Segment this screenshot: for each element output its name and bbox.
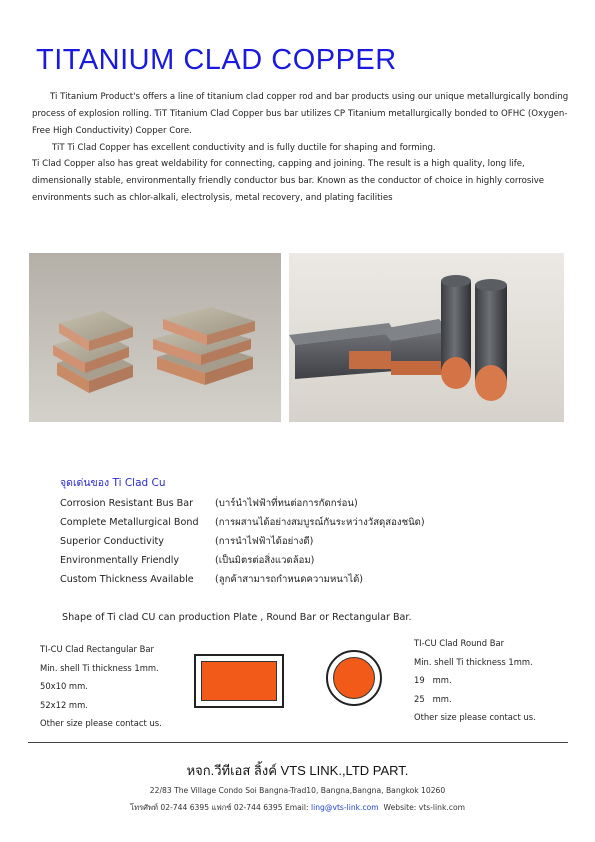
round-bar-diagram xyxy=(326,650,382,706)
page-title: TITANIUM CLAD COPPER xyxy=(36,44,397,76)
spec-size: 52x12 mm. xyxy=(40,699,88,710)
feature-item xyxy=(60,515,425,530)
feature-name: Environmentally Friendly xyxy=(60,555,180,566)
clad-plates-photo xyxy=(29,253,281,422)
intro-paragraph-1: Ti Titanium Product's offers a line of titanium clad copper rod and bar products using our unique metallurgically bonding process of explosion rolling. TiT Titanium Clad Copper bus bar utilizes CP Titanium metallurgically bonded to OFHC (Oxygen-Free High Conductivity) Copper Core. xyxy=(32,92,569,136)
features-heading: จุดเด่นของ Ti Clad Cu xyxy=(60,477,166,489)
spec-size: 19 mm. xyxy=(414,675,452,685)
spec-note: Other size please contact us. xyxy=(40,718,162,728)
spec-size: 50x10 mm. xyxy=(40,681,88,691)
website[interactable]: Website: vts-link.com xyxy=(378,803,465,812)
intro-paragraph-3: Ti Clad Copper also has great weldability for connecting, capping and joining. The result is a high quality, long life, dimensionally stable, environmentally friendly conductor bus bar. Known as the conductor of choice in highly corrosive environments such as chlor-alkali, electrolysis, metal recovery, and plating facilities xyxy=(32,159,545,203)
rectangular-bar-diagram xyxy=(194,654,284,708)
spec-title: TI-CU Clad Rectangular Bar xyxy=(40,644,154,654)
rectangular-bar-spec xyxy=(40,640,162,733)
feature-name: Complete Metallurgical Bond xyxy=(60,517,199,528)
feature-name: Superior Conductivity xyxy=(60,536,164,547)
feature-thai-desc: (การผสานได้อย่างสมบูรณ์กันระหว่างวัสดุสองชนิด) xyxy=(215,517,425,528)
company-address: 22/83 The Village Condo Soi Bangna-Trad10, Bangna,Bangna, Bangkok 10260 xyxy=(149,786,446,795)
feature-name: Corrosion Resistant Bus Bar xyxy=(60,498,194,509)
spec-title: TI-CU Clad Round Bar xyxy=(414,638,505,648)
feature-item xyxy=(60,572,363,587)
company-name: หจก.วีทีเอส ลิ้งค์ VTS LINK.,LTD PART. xyxy=(186,763,409,778)
footer-divider xyxy=(28,742,568,743)
feature-item xyxy=(60,553,314,568)
spec-note: Other size please contact us. xyxy=(414,712,536,722)
copper-core xyxy=(201,661,277,701)
phone-fax: โทรศัพท์ 02-744 6395 แฟกซ์ 02-744 6395 Email: xyxy=(130,803,311,812)
feature-thai-desc: (เป็นมิตรต่อสิ่งแวดล้อม) xyxy=(215,555,315,566)
feature-thai-desc: (ลูกค้าสามารถกำหนดความหนาได้) xyxy=(215,574,364,585)
feature-item xyxy=(60,534,313,549)
feature-thai-desc: (การนำไฟฟ้าได้อย่างดี) xyxy=(215,536,314,547)
copper-core xyxy=(333,657,375,699)
feature-name: Custom Thickness Available xyxy=(60,574,194,585)
shape-description: Shape of Ti clad CU can production Plate , Round Bar or Rectangular Bar. xyxy=(62,612,412,623)
clad-bars-rods-photo xyxy=(289,253,564,422)
feature-thai-desc: (บาร์นำไฟฟ้าที่ทนต่อการกัดกร่อน) xyxy=(215,498,358,509)
intro-paragraph-2: TiT Ti Clad Copper has excellent conductivity and is fully ductile for shaping and forming. xyxy=(52,143,436,153)
contact-line xyxy=(0,802,595,814)
email-link[interactable]: ling@vts-link.com xyxy=(311,803,379,812)
feature-item xyxy=(60,496,358,511)
spec-shell: Min. shell Ti thickness 1mm. xyxy=(40,662,159,673)
spec-shell: Min. shell Ti thickness 1mm. xyxy=(414,656,533,667)
round-bar-spec xyxy=(414,634,536,727)
spec-size: 25 mm. xyxy=(414,693,452,704)
